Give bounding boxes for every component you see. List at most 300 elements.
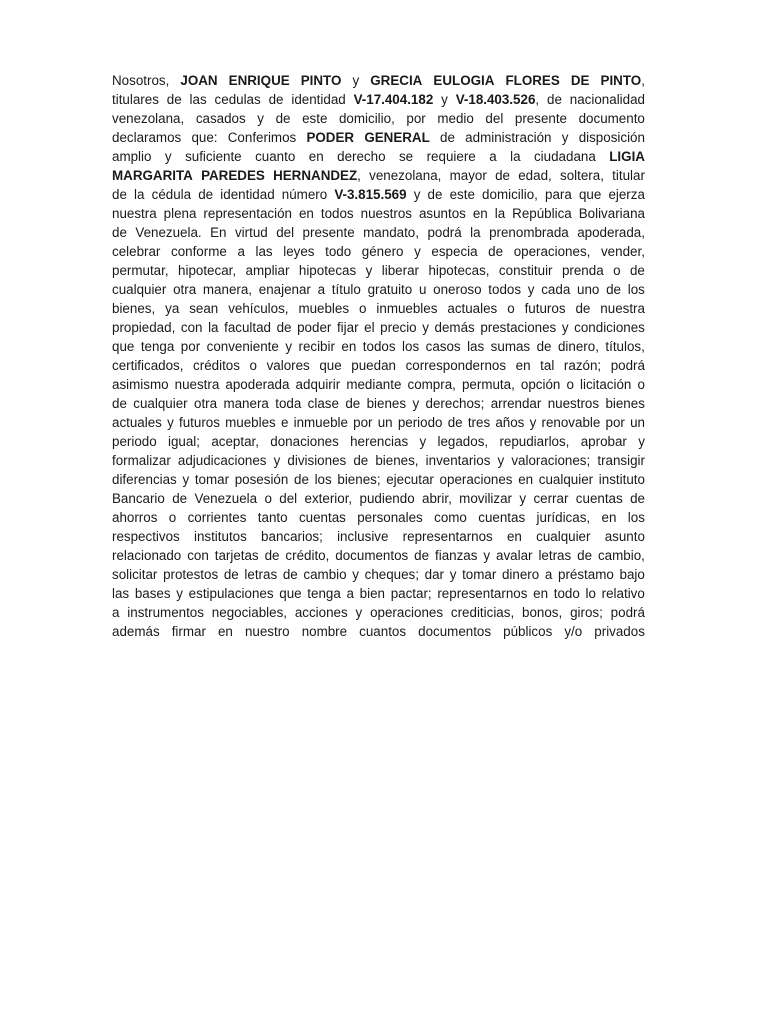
- word-text: por: [180, 339, 201, 354]
- word-text: identidad: [220, 187, 275, 202]
- word-text: cambio,: [597, 548, 645, 563]
- word-text: instituto: [598, 472, 645, 487]
- word: [467, 337, 484, 356]
- word: [208, 318, 218, 337]
- text-line: [112, 584, 645, 603]
- word: [285, 337, 292, 356]
- word-text: asimismo: [112, 377, 169, 392]
- word: [246, 261, 290, 280]
- word-text: todos: [488, 282, 522, 297]
- word: [605, 527, 645, 546]
- word: [257, 109, 264, 128]
- word: [378, 413, 393, 432]
- word: [279, 584, 301, 603]
- word: [496, 546, 532, 565]
- word: [225, 413, 276, 432]
- bold-word: FLORES: [505, 73, 560, 88]
- word-text: en: [506, 529, 522, 544]
- word-text: que: [319, 358, 342, 373]
- text-line: [112, 204, 645, 223]
- word-text: podrá: [610, 605, 645, 620]
- bold-word: PAREDES: [201, 168, 265, 183]
- word: [299, 508, 346, 527]
- word-text: nuestra: [600, 301, 645, 316]
- word: [346, 375, 401, 394]
- word-text: domicilio,: [338, 111, 395, 126]
- word: [294, 413, 348, 432]
- word: [193, 356, 240, 375]
- word-text: diferencias: [112, 472, 177, 487]
- word-text: un: [377, 415, 393, 430]
- word-text: muebles: [298, 301, 350, 316]
- word: [223, 394, 268, 413]
- word-text: operaciones: [370, 605, 444, 620]
- word: [265, 546, 280, 565]
- word: [353, 451, 368, 470]
- word: [127, 603, 204, 622]
- word-text: y: [419, 434, 427, 449]
- word-text: titular: [612, 168, 645, 183]
- word-text: sumas: [490, 339, 531, 354]
- word-text: cédula: [151, 187, 192, 202]
- word: [359, 299, 366, 318]
- word-text: privados: [594, 624, 645, 639]
- word-text: o: [613, 263, 621, 278]
- word: [339, 109, 395, 128]
- word: [602, 584, 645, 603]
- word: [489, 147, 496, 166]
- word: [434, 508, 467, 527]
- word: [488, 242, 503, 261]
- word-text: demás: [434, 320, 475, 335]
- word: [538, 546, 571, 565]
- word-text: bienes: [366, 396, 407, 411]
- word: [363, 223, 419, 242]
- word-text: préstamo: [558, 567, 614, 582]
- word: [600, 299, 645, 318]
- word-text: a: [346, 586, 354, 601]
- word: [195, 470, 229, 489]
- word-text: representarnos: [402, 529, 493, 544]
- word-text: y: [285, 339, 293, 354]
- word: [525, 299, 566, 318]
- word: [235, 470, 289, 489]
- word-text: razón;: [563, 358, 602, 373]
- word: [408, 375, 456, 394]
- text-line: [112, 166, 645, 185]
- word: [276, 109, 291, 128]
- word-text: en: [601, 510, 617, 525]
- word-text: leyes: [283, 244, 315, 259]
- word-text: y/o: [564, 624, 583, 639]
- word-text: y: [257, 111, 264, 126]
- word: [403, 527, 493, 546]
- word-text: hipotecar,: [178, 263, 237, 278]
- word: [334, 185, 406, 204]
- word: [178, 451, 267, 470]
- word-text: amplio: [112, 149, 152, 164]
- word: [433, 280, 481, 299]
- text-line: [112, 603, 645, 622]
- word-text: correspondernos: [405, 358, 507, 373]
- word-text: precio: [380, 320, 417, 335]
- word: [164, 204, 197, 223]
- word-text: Venezuela.: [135, 225, 202, 240]
- bold-word: GENERAL: [364, 130, 430, 145]
- word-text: venezolana,: [369, 168, 442, 183]
- word-text: bienes: [605, 396, 645, 411]
- word-text: ,: [641, 73, 645, 88]
- word-text: corrientes: [187, 510, 247, 525]
- word-text: de: [488, 244, 504, 259]
- word: [558, 565, 614, 584]
- word: [332, 280, 361, 299]
- word-text: cedulas: [214, 92, 261, 107]
- word-text: enajenar: [258, 282, 311, 297]
- word-text: fianzas: [435, 548, 478, 563]
- word-text: acciones: [294, 605, 348, 620]
- word: [112, 223, 127, 242]
- word-text: de: [440, 130, 455, 145]
- text-line: [112, 185, 645, 204]
- word: [489, 223, 569, 242]
- word: [112, 451, 171, 470]
- word-text: abrir,: [422, 491, 452, 506]
- word: [630, 489, 645, 508]
- word: [480, 318, 556, 337]
- word-text: o: [566, 377, 574, 392]
- word: [514, 242, 591, 261]
- word-text: de: [198, 187, 214, 202]
- word-text: la: [470, 225, 481, 240]
- word-text: o: [637, 377, 645, 392]
- word-text: cualquier: [538, 472, 594, 487]
- word: [391, 584, 432, 603]
- word: [440, 470, 513, 489]
- word-text: herencias: [350, 434, 409, 449]
- word-text: género: [361, 244, 404, 259]
- word: [267, 356, 310, 375]
- word-text: a: [544, 567, 553, 582]
- word-text: inmueble: [293, 415, 348, 430]
- word: [185, 147, 242, 166]
- word-text: en: [533, 586, 549, 601]
- word-text: años: [495, 415, 525, 430]
- word-text: ya: [165, 301, 180, 316]
- word-text: vender,: [600, 244, 645, 259]
- word: [564, 356, 601, 375]
- text-line: [112, 223, 645, 242]
- word: [562, 318, 569, 337]
- word: [414, 546, 429, 565]
- word-text: República: [512, 206, 572, 221]
- word-text: y: [365, 263, 373, 278]
- word: [188, 508, 247, 527]
- word-text: documentos: [335, 548, 409, 563]
- word-text: o: [264, 491, 272, 506]
- word: [541, 280, 570, 299]
- word: [597, 451, 645, 470]
- word-text: las: [467, 339, 485, 354]
- word-text: administración: [465, 130, 552, 145]
- word: [112, 337, 134, 356]
- word: [386, 470, 434, 489]
- word: [562, 261, 604, 280]
- word: [283, 242, 314, 261]
- word: [350, 432, 408, 451]
- word: [274, 451, 281, 470]
- word-text: públicos: [503, 624, 553, 639]
- word: [533, 489, 568, 508]
- word: [250, 356, 257, 375]
- word-text: dar: [424, 567, 445, 582]
- word-text: tenga: [307, 586, 341, 601]
- text-line: [112, 546, 645, 565]
- word: [564, 622, 582, 641]
- word-text: y: [561, 320, 569, 335]
- word: [594, 622, 645, 641]
- word-text: de: [547, 92, 562, 107]
- word: [522, 603, 562, 622]
- word: [598, 546, 645, 565]
- word: [228, 299, 288, 318]
- word-text: y: [164, 149, 172, 164]
- word-text: y: [355, 605, 363, 620]
- word: [365, 565, 419, 584]
- word: [605, 394, 644, 413]
- word: [337, 527, 388, 546]
- word-text: de: [172, 491, 188, 506]
- word-text: muebles: [225, 415, 276, 430]
- word-text: manera: [223, 396, 269, 411]
- word: [482, 185, 538, 204]
- word: [586, 584, 596, 603]
- word: [605, 337, 644, 356]
- word-text: título: [331, 282, 361, 297]
- word-text: apoderada,: [577, 225, 645, 240]
- word-text: títulos,: [605, 339, 645, 354]
- word-text: los: [402, 339, 420, 354]
- word-text: donaciones: [270, 434, 339, 449]
- word-text: formalizar: [112, 453, 171, 468]
- word: [370, 71, 422, 90]
- word: [279, 489, 297, 508]
- word-text: plena: [163, 206, 197, 221]
- word: [362, 242, 404, 261]
- word: [181, 318, 203, 337]
- word: [352, 565, 359, 584]
- word: [319, 356, 341, 375]
- word-text: ,: [357, 168, 361, 183]
- word-text: Conferimos: [227, 130, 297, 145]
- word: [580, 375, 631, 394]
- word-text: letras: [244, 567, 278, 582]
- word: [112, 432, 157, 451]
- word-text: edad,: [518, 168, 552, 183]
- word: [515, 109, 567, 128]
- word: [426, 451, 491, 470]
- word: [539, 470, 593, 489]
- bold-word: HERNANDEZ: [273, 168, 358, 183]
- word: [309, 147, 324, 166]
- word-text: legados,: [437, 434, 489, 449]
- word-text: con: [180, 320, 203, 335]
- word-text: instrumentos: [127, 605, 204, 620]
- word: [406, 109, 425, 128]
- word: [498, 451, 505, 470]
- word-text: cuanto: [255, 149, 296, 164]
- word: [356, 603, 363, 622]
- word-text: suficiente: [185, 149, 242, 164]
- word-text: las: [112, 586, 130, 601]
- bold-word: LIGIA: [609, 149, 645, 164]
- word: [341, 337, 356, 356]
- word-text: ,: [535, 92, 540, 107]
- word: [191, 128, 217, 147]
- text-line: [112, 128, 645, 147]
- word: [495, 413, 524, 432]
- word-text: divisiones: [287, 453, 347, 468]
- word-text: a: [317, 282, 326, 297]
- text-line: [112, 147, 645, 166]
- word-text: los: [627, 510, 645, 525]
- word: [554, 584, 580, 603]
- word-text: presente: [302, 225, 355, 240]
- word: [112, 147, 151, 166]
- word-text: repudiarlos,: [499, 434, 570, 449]
- word: [282, 185, 327, 204]
- word: [382, 261, 419, 280]
- word-text: la: [510, 149, 521, 164]
- word: [112, 299, 155, 318]
- text-line: [112, 413, 645, 432]
- word-text: bancarios;: [261, 529, 323, 544]
- word-text: de: [112, 396, 127, 411]
- word-text: bajo: [619, 567, 645, 582]
- word-text: se: [398, 149, 414, 164]
- word: [574, 318, 645, 337]
- word: [325, 242, 351, 261]
- word-text: y: [352, 73, 360, 88]
- word: [620, 565, 645, 584]
- word-text: mandato,: [363, 225, 419, 240]
- word: [473, 204, 488, 223]
- word-text: créditos: [193, 358, 240, 373]
- word-text: este: [302, 111, 328, 126]
- bold-word: JOAN: [180, 73, 218, 88]
- word: [167, 413, 174, 432]
- word: [112, 242, 160, 261]
- word-text: valoraciones;: [511, 453, 591, 468]
- word-text: certificados,: [112, 358, 184, 373]
- word-text: y: [561, 130, 569, 145]
- word: [581, 432, 627, 451]
- word: [298, 299, 349, 318]
- word: [302, 622, 347, 641]
- word-text: número: [281, 187, 328, 202]
- word: [450, 166, 487, 185]
- word-text: permutar,: [112, 263, 169, 278]
- word-text: por: [353, 415, 373, 430]
- word: [134, 185, 144, 204]
- word: [398, 413, 443, 432]
- word: [530, 413, 537, 432]
- word: [419, 432, 426, 451]
- word: [190, 90, 207, 109]
- word-text: avalar: [496, 548, 533, 563]
- word-text: letras: [538, 548, 572, 563]
- word-text: documentos: [418, 624, 492, 639]
- word: [303, 565, 346, 584]
- word-text: posesión: [234, 472, 289, 487]
- word: [141, 337, 175, 356]
- word: [637, 375, 644, 394]
- word: [112, 470, 177, 489]
- word: [299, 204, 314, 223]
- word: [182, 470, 189, 489]
- word: [366, 261, 373, 280]
- word-text: y: [529, 415, 537, 430]
- word: [112, 622, 160, 641]
- word: [112, 261, 169, 280]
- word: [440, 128, 455, 147]
- word-text: nuestro: [244, 624, 290, 639]
- word-text: identidad: [291, 92, 346, 107]
- word: [261, 527, 323, 546]
- word-text: especia: [431, 244, 478, 259]
- word: [299, 261, 356, 280]
- word-text: estipulaciones: [188, 586, 274, 601]
- word: [112, 90, 159, 109]
- word: [345, 394, 360, 413]
- word: [173, 280, 196, 299]
- word: [210, 223, 226, 242]
- word-text: en: [308, 149, 324, 164]
- word-text: solicitar: [112, 567, 158, 582]
- word-text: dinero: [501, 567, 540, 582]
- word-text: inventarios: [425, 453, 491, 468]
- word-text: cualquier: [133, 396, 188, 411]
- word: [112, 394, 127, 413]
- word-text: gratuito: [367, 282, 413, 297]
- word: [369, 166, 441, 185]
- word-text: y: [527, 282, 535, 297]
- word-text: de: [495, 168, 510, 183]
- word: [244, 565, 277, 584]
- word: [412, 394, 419, 413]
- word: [545, 565, 552, 584]
- word-text: que:: [191, 130, 218, 145]
- word: [545, 185, 572, 204]
- word-text: la: [134, 187, 145, 202]
- word-text: cheques;: [364, 567, 419, 582]
- word-text: domicilio,: [482, 187, 538, 202]
- word-text: nuestra: [174, 377, 220, 392]
- word-text: personales: [357, 510, 423, 525]
- word: [112, 356, 183, 375]
- word-text: hipotecas,: [428, 263, 490, 278]
- text-line: [112, 337, 645, 356]
- word-text: mediante: [346, 377, 402, 392]
- word: [462, 375, 515, 394]
- word-text: cambio: [303, 567, 347, 582]
- word-text: los: [314, 472, 332, 487]
- bold-word: PINTO: [600, 73, 642, 88]
- word: [165, 147, 172, 166]
- bold-word: ENRIQUE: [228, 73, 290, 88]
- word-text: podrá: [610, 358, 645, 373]
- word: [406, 356, 507, 375]
